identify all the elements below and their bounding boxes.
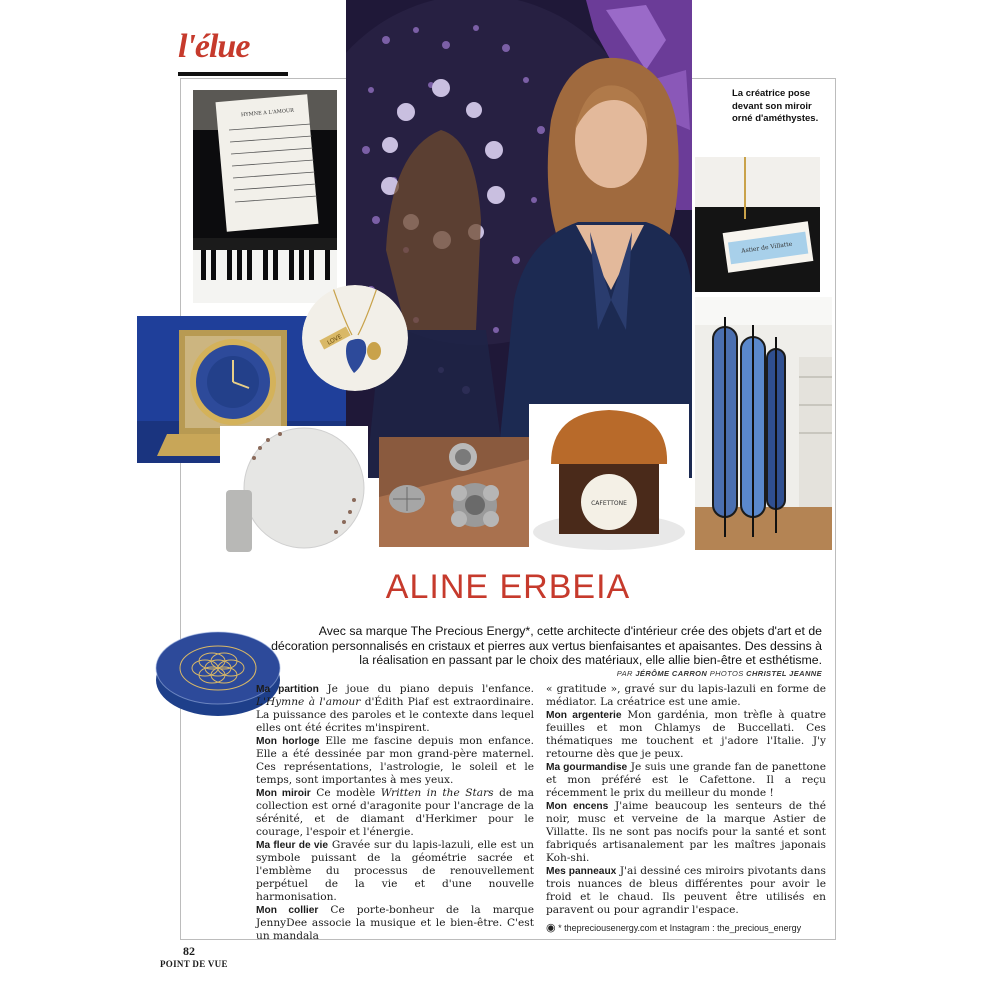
necklace-photo	[302, 285, 408, 391]
paragraph-text: J'aime beaucoup les senteurs de thé noir, musc et verveine de la marque Astier de Villatte. Ils ne sont pas nocifs pour la santé et sont fabriqués artisanalement par les maîtres japonais Koh-shi.	[546, 800, 826, 864]
text-column-1	[256, 683, 534, 943]
paragraph-text: Je joue du piano depuis l'enfance.	[318, 683, 534, 695]
byline-photographer: CHRISTEL JEANNE	[746, 669, 822, 678]
paragraph-collier	[256, 904, 534, 943]
byline-photos: PHOTOS	[709, 669, 744, 678]
paragraph-text: Je suis une grande fan de panettone et mon préféré est le Cafettone. Il a reçu récemment le prix du meilleur du monde !	[546, 761, 826, 799]
section-label: l'élue	[178, 28, 250, 65]
paragraph-text: Gravée sur du lapis-lazuli, elle est un symbole puissant de la géométrie sacrée et l'emblème du processus de renouvellement perpétuel de la vie et d'une nouvelle harmonisation.	[256, 839, 534, 903]
paragraph-horloge	[256, 735, 534, 787]
panettone-photo	[529, 404, 689, 554]
paragraph-text: de ma collection est orné d'aragonite pour l'ancrage de la sérénité, et de diamant d'Herkimer pour le courage, l'espoir et l'énergie.	[256, 787, 534, 838]
paragraph-text: Mon gardénia, mon trèfle à quatre feuilles et mon Chlamys de Buccellati. Ces thématiques me touchent et j'adore l'Italie. J'y retourne dès que je peux.	[546, 709, 826, 760]
paragraph-text: « gratitude », gravé sur du lapis-lazuli en forme de médiator. La créatrice est une amie.	[546, 683, 826, 708]
paragraph-italic: L'Hymne à l'amour	[256, 696, 361, 708]
eye-icon: ◉	[546, 922, 556, 934]
byline	[270, 669, 822, 678]
lead-collier: Mon collier	[256, 905, 319, 916]
paragraph-text: J'ai dessiné ces miroirs pivotants dans trois nuances de bleus différentes pour avoir le froid et le chaud. Ils peuvent être utilisés en paravent ou pour agrandir l'espace.	[546, 865, 826, 916]
byline-author: JÉRÔME CARRON	[635, 669, 708, 678]
paragraph-text: d'Édith Piaf est extraordinaire. La puissance des paroles et le contexte dans lequel elles ont été écrites m'inspirent.	[256, 696, 534, 734]
lead-argenterie: Mon argenterie	[546, 710, 622, 721]
incense-box-label: Astier de Villatte	[740, 240, 793, 255]
paragraph-miroir	[256, 787, 534, 839]
panettone-label-text: CAFETTONE	[591, 500, 627, 507]
paragraph-gourmandise	[546, 761, 826, 800]
incense-photo	[695, 157, 820, 292]
lead-fleur-de-vie: Ma fleur de vie	[256, 840, 329, 851]
lead-panneaux: Mes panneaux	[546, 866, 617, 877]
byline-par: PAR	[616, 669, 633, 678]
mirror-photo	[220, 426, 368, 554]
article-intro: Avec sa marque The Precious Energy*, cette architecte d'intérieur crée des objets d'art et de décoration personnalisés en cristaux et pierres aux vertus bienfaisantes et apaisantes. Des dessins à la réalisation en passant par le choix des matériaux, elle allie bien-être et esthétisme.	[271, 624, 822, 667]
article-headline: ALINE ERBEIA	[385, 568, 631, 606]
panels-photo	[695, 297, 832, 550]
sheet-music-title: HYMNE A L'AMOUR	[240, 107, 295, 119]
lead-partition: Ma partition	[256, 684, 319, 695]
text-column-2	[546, 683, 826, 917]
paragraph-text: Ce porte-bonheur de la marque JennyDee associe la musique et le bien-être. C'est un mandala	[256, 904, 534, 942]
lead-horloge: Mon horloge	[256, 736, 320, 747]
paragraph-partition	[256, 683, 534, 735]
paragraph-encens	[546, 800, 826, 865]
page-number: 82	[183, 944, 195, 958]
pendant-tag-text: LOVE	[326, 333, 344, 347]
lead-miroir: Mon miroir	[256, 788, 311, 799]
lead-gourmandise: Ma gourmandise	[546, 762, 628, 773]
paragraph-italic: Written in the Stars	[380, 787, 494, 799]
contact-line	[546, 921, 831, 934]
paragraph-panneaux	[546, 865, 826, 917]
website-link[interactable]: thepreciousenergy.com	[564, 923, 658, 933]
paragraph-text: Ce modèle	[310, 787, 381, 799]
piano-photo	[193, 90, 337, 303]
lead-encens: Mon encens	[546, 801, 609, 812]
publication-name: POINT DE VUE	[160, 959, 228, 969]
paragraph-collier-continued	[546, 683, 826, 709]
photo-caption: La créatrice pose devant son miroir orné d'améthystes.	[732, 88, 819, 124]
silverware-photo	[379, 437, 539, 547]
contact-connector: et Instagram :	[659, 923, 715, 933]
paragraph-argenterie	[546, 709, 826, 761]
contact-star: *	[558, 923, 562, 933]
instagram-handle[interactable]: the_precious_energy	[717, 923, 802, 933]
section-rule	[178, 72, 288, 76]
paragraph-text: Elle me fascine depuis mon enfance. Elle a été dessinée par mon grand-père maternel. Ces représentations, l'astrologie, le soleil et le temps, sont importantes à mes yeux.	[256, 735, 534, 786]
paragraph-fleur-de-vie	[256, 839, 534, 904]
